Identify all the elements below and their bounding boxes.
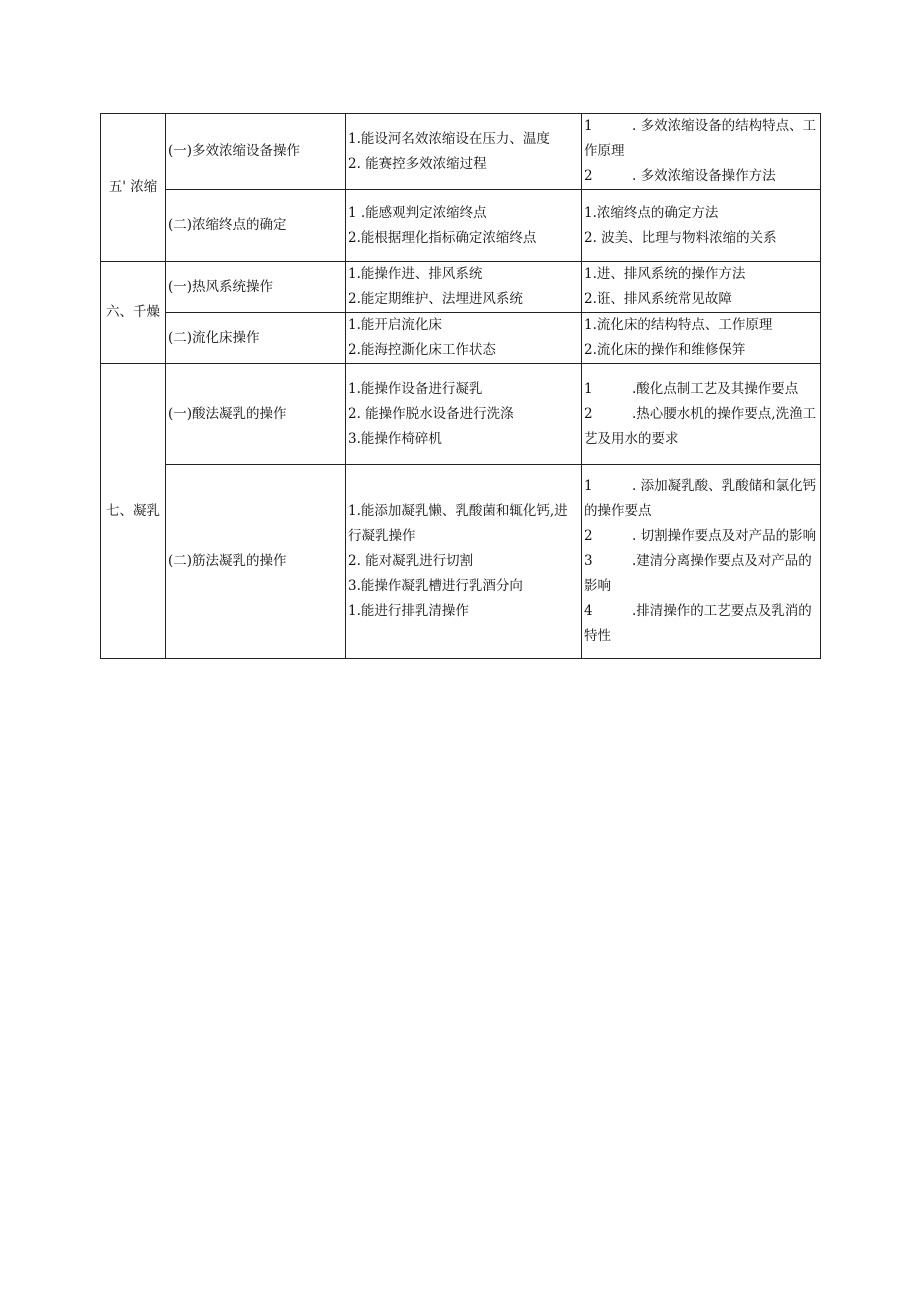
skill-line: 1.能添加凝乳懒、乳酸菌和辄化钙,进行凝乳操作 <box>348 503 568 544</box>
knowledge-number: 1 <box>584 118 593 134</box>
skill-cell <box>346 364 582 465</box>
skill-line: 1.能进行排乳清操作 <box>348 603 469 619</box>
knowledge-line <box>584 474 818 524</box>
knowledge-line <box>584 164 818 189</box>
knowledge-line: 2. 波美、比理与物料浓缩的关系 <box>584 229 777 246</box>
skill-line: 2.能海控澌化床工作状态 <box>348 342 496 358</box>
knowledge-text: .热心腰水机的操作要点,洗渔工艺及用水的要求 <box>584 405 817 447</box>
knowledge-line: 1.浓缩终点的确定方法 <box>584 204 719 221</box>
skill-line: 2. 能对凝乳进行切割 <box>348 553 474 569</box>
skill-line: 2.能根据理化指标确定浓缩终点 <box>348 229 537 246</box>
knowledge-text: . 添加凝乳酸、乳酸储和氯化钙的操作要点 <box>584 478 817 519</box>
item-cell: (二)筋法凝乳的操作 <box>166 465 346 659</box>
table-row <box>101 190 821 262</box>
unit-cell-drying: 六、千燥 <box>101 262 166 364</box>
knowledge-number: 3 <box>584 553 593 569</box>
knowledge-number: 4 <box>584 603 593 619</box>
knowledge-number: 2 <box>584 168 593 184</box>
item-cell: (一)酸法凝乳的操作 <box>166 364 346 465</box>
skill-line: 2.能定期维护、法埋进风系统 <box>348 291 523 307</box>
training-content-table <box>100 113 821 659</box>
table-row <box>101 364 821 465</box>
knowledge-line <box>584 599 818 649</box>
skill-cell <box>346 262 582 313</box>
knowledge-line <box>584 402 818 452</box>
skill-line: 1.能操作设备进行凝乳 <box>348 380 483 397</box>
knowledge-cell <box>582 313 821 364</box>
knowledge-line <box>584 549 818 599</box>
table-row <box>101 313 821 364</box>
knowledge-cell <box>582 262 821 313</box>
knowledge-text: .排清操作的工艺要点及乳消的特性 <box>584 603 812 644</box>
knowledge-line <box>584 377 818 402</box>
knowledge-number: 1 <box>584 478 593 494</box>
unit-cell-concentration: 五' 浓缩 <box>101 114 166 262</box>
knowledge-line <box>584 524 818 549</box>
knowledge-text: . 多效浓缩设备的结构特点、工作原理 <box>584 118 817 159</box>
skill-line: 1.能操作进、排风系统 <box>348 266 483 282</box>
knowledge-number: 2 <box>584 528 593 544</box>
unit-cell-curdling: 七、凝乳 <box>101 364 166 659</box>
knowledge-cell <box>582 364 821 465</box>
skill-line: 1 .能感观判定浓缩终点 <box>348 204 487 221</box>
item-cell: (一)热风系统操作 <box>166 262 346 313</box>
knowledge-text: . 多效浓缩设备操作方法 <box>632 168 776 184</box>
table-row <box>101 262 821 313</box>
item-cell: (二)浓缩终点的确定 <box>166 190 346 262</box>
knowledge-number: 2 <box>584 405 593 422</box>
knowledge-line: 2.诳、排风系统常见故障 <box>584 291 732 307</box>
skill-line: 2. 能操作脱水设备进行洗涤 <box>348 405 514 422</box>
knowledge-line <box>584 114 818 164</box>
knowledge-text: . 切割操作要点及对产品的影响 <box>632 528 817 544</box>
skill-line: 2. 能赛控多效浓缩过程 <box>348 155 487 172</box>
knowledge-cell <box>582 190 821 262</box>
item-cell: (一)多效浓缩设备操作 <box>166 114 346 190</box>
knowledge-cell <box>582 114 821 190</box>
knowledge-cell <box>582 465 821 659</box>
skill-cell <box>346 465 582 659</box>
skill-cell <box>346 114 582 190</box>
skill-line: 1.能设河名效浓缩设在压力、温度 <box>348 130 550 147</box>
knowledge-line: 2.流化床的操作和维修保笄 <box>584 342 746 358</box>
table-row <box>101 465 821 659</box>
skill-line: 3.能操作椅碎机 <box>348 430 442 447</box>
item-cell: (二)流化床操作 <box>166 313 346 364</box>
skill-cell <box>346 190 582 262</box>
knowledge-text: .建清分离操作要点及对产品的影响 <box>584 553 812 594</box>
table-row <box>101 114 821 190</box>
knowledge-line: 1.进、排风系统的操作方法 <box>584 266 746 282</box>
knowledge-text: .酸化点制工艺及其操作要点 <box>632 380 799 397</box>
skill-line: 3.能操作凝乳槽进行乳酒分向 <box>348 578 523 594</box>
skill-cell <box>346 313 582 364</box>
knowledge-line: 1.流化床的结构特点、工作原理 <box>584 317 773 333</box>
knowledge-number: 1 <box>584 380 593 397</box>
skill-line: 1.能开启流化床 <box>348 317 442 333</box>
